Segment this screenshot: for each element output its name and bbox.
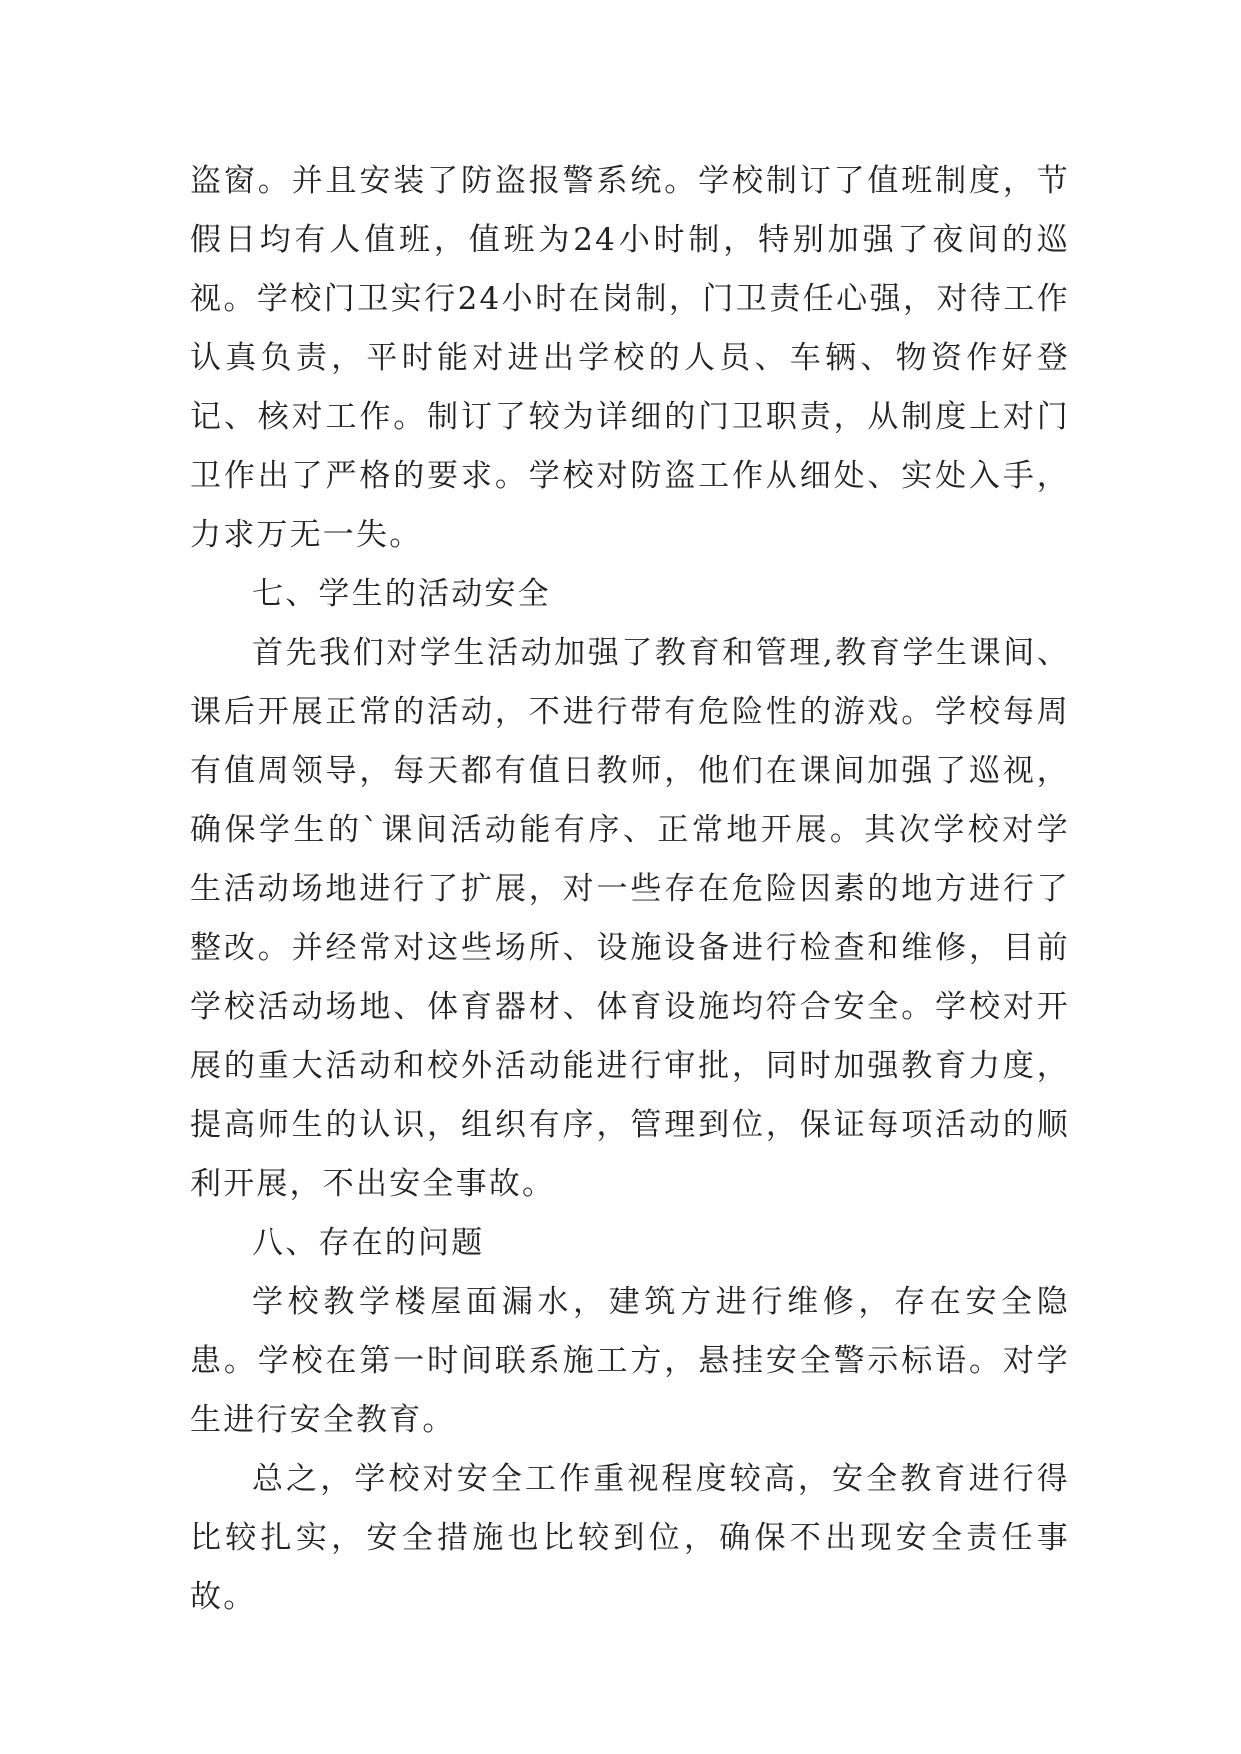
paragraph-anti-theft: 盗窗。并且安装了防盗报警系统。学校制订了值班制度，节假日均有人值班，值班为24小时制，特别加强了夜间的巡视。学校门卫实行24小时在岗制，门卫责任心强，对待工作认真负责，平时能对进出学校的人员、车辆、物资作好登记、核对工作。制订了较为详细的门卫职责，从制度上对门卫作出了严格的要求。学校对防盗工作从细处、实处入手，力求万无一失。	[190, 163, 1070, 553]
paragraph-student-activity: 首先我们对学生活动加强了教育和管理,教育学生课间、课后开展正常的活动，不进行带有危险性的游戏。学校每周有值周领导，每天都有值日教师，他们在课间加强了巡视，确保学生的`课间活动能有序、正常地开展。其次学校对学生活动场地进行了扩展，对一些存在危险因素的地方进行了整改。并经常对这些场所、设施设备进行检查和维修，目前学校活动场地、体育器材、体育设施均符合安全。学校对开展的重大活动和校外活动能进行审批，同时加强教育力度，提高师生的认识，组织有序，管理到位，保证每项活动的顺利开展，不出安全事故。	[190, 635, 1070, 1202]
heading-existing-problems: 八、存在的问题	[252, 1225, 485, 1261]
heading-student-activity-safety: 七、学生的活动安全	[252, 576, 551, 612]
paragraph-conclusion: 总之，学校对安全工作重视程度较高，安全教育进行得比较扎实，安全措施也比较到位，确保不出现安全责任事故。	[190, 1461, 1070, 1615]
document-body	[190, 152, 1070, 1627]
paragraph-existing-problems: 学校教学楼屋面漏水，建筑方进行维修，存在安全隐患。学校在第一时间联系施工方，悬挂安全警示标语。对学生进行安全教育。	[190, 1284, 1070, 1438]
